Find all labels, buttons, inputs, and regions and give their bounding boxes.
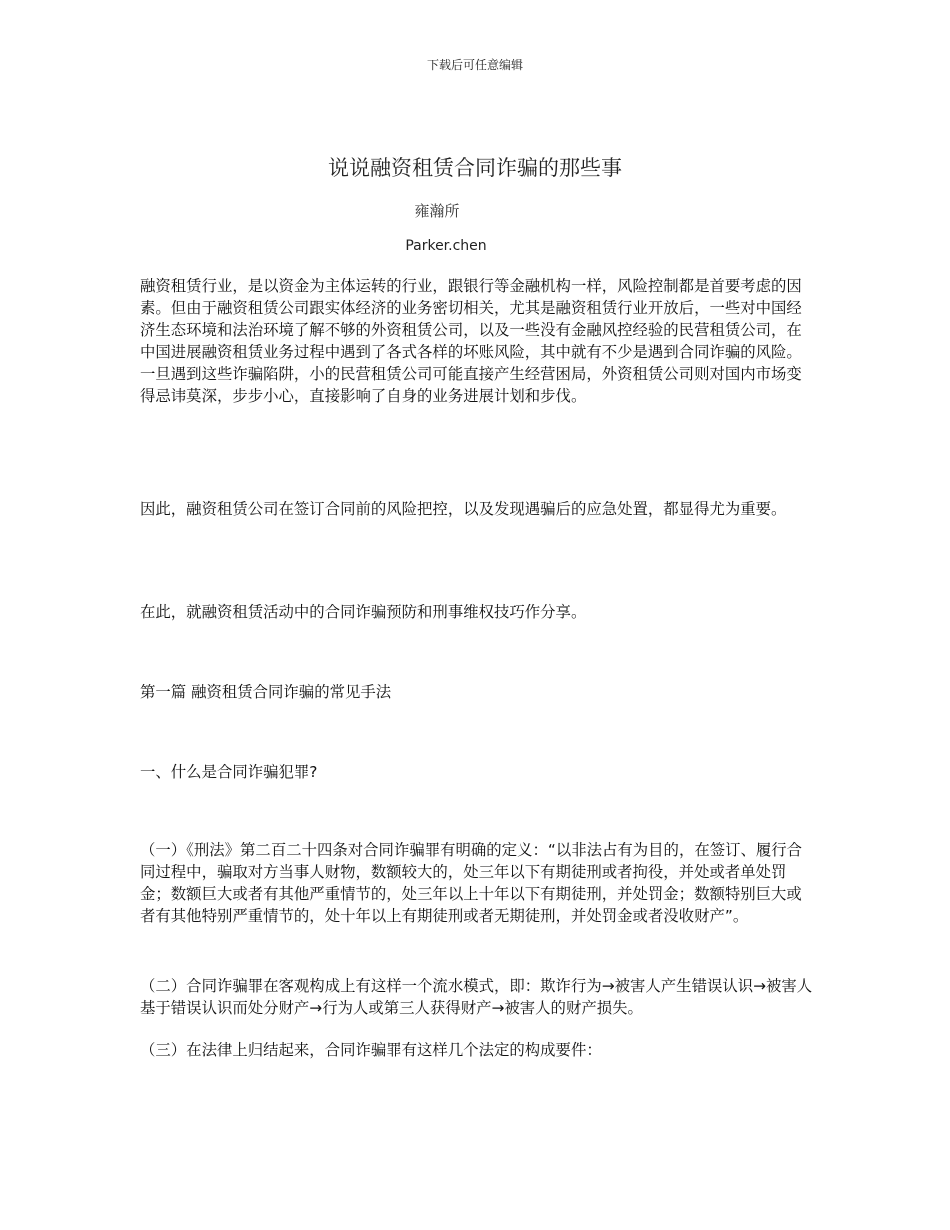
intro-paragraph: 融资租赁行业，是以资金为主体运转的行业，跟银行等金融机构一样，风险控制都是首要考虑的因素。但由于融资租赁公司跟实体经济的业务密切相关，尤其是融资租赁行业开放后，一些对中国经济生态环境和法治环境了解不够的外资租赁公司，以及一些没有金融风控经验的民营租赁公司，在中国进展融资租赁业务过程中遇到了各式各样的坏账风险，其中就有不少是遇到合同诈骗的风险。一旦遇到这些诈骗陷阱，小的民营租赁公司可能直接产生经营困局，外资租赁公司则对国内市场变得忌讳莫深，步步小心，直接影响了自身的业务进展计划和步伐。 (140, 277, 802, 405)
author-name: Parker.chen (405, 238, 487, 254)
organization-name: 雍瀚所 (414, 202, 460, 220)
item-2-paragraph: （二）合同诈骗罪在客观构成上有这样一个流水模式，即：欺诈行为→被害人产生错误认识→被害人基于错误认识而处分财产→行为人或第三人获得财产→被害人的财产损失。 (140, 977, 813, 1017)
document-title: 说说融资租赁合同诈骗的那些事 (328, 156, 622, 180)
item-3-paragraph: （三）在法律上归结起来，合同诈骗罪有这样几个法定的构成要件： (140, 1041, 602, 1059)
importance-paragraph: 因此，融资租赁公司在签订合同前的风险把控，以及发现遇骗后的应急处置，都显得尤为重要。 (140, 500, 787, 518)
chapter-heading: 第一篇 融资租赁合同诈骗的常见手法 (140, 683, 392, 701)
item-1-paragraph: （一）《刑法》第二百二十四条对合同诈骗罪有明确的定义：“以非法占有为目的，在签订、履行合同过程中，骗取对方当事人财物，数额较大的，处三年以下有期徒刑或者拘役，并处或者单处罚金；数额巨大或者有其他严重情节的，处三年以上十年以下有期徒刑，并处罚金；数额特别巨大或者有其他特别严重情节的，处十年以上有期徒刑或者无期徒刑，并处罚金或者没收财产”。 (140, 841, 803, 925)
section-heading: 一、什么是合同诈骗犯罪? (140, 763, 318, 781)
share-paragraph: 在此，就融资租赁活动中的合同诈骗预防和刑事维权技巧作分享。 (140, 603, 587, 621)
header-note: 下载后可任意编辑 (426, 58, 523, 72)
